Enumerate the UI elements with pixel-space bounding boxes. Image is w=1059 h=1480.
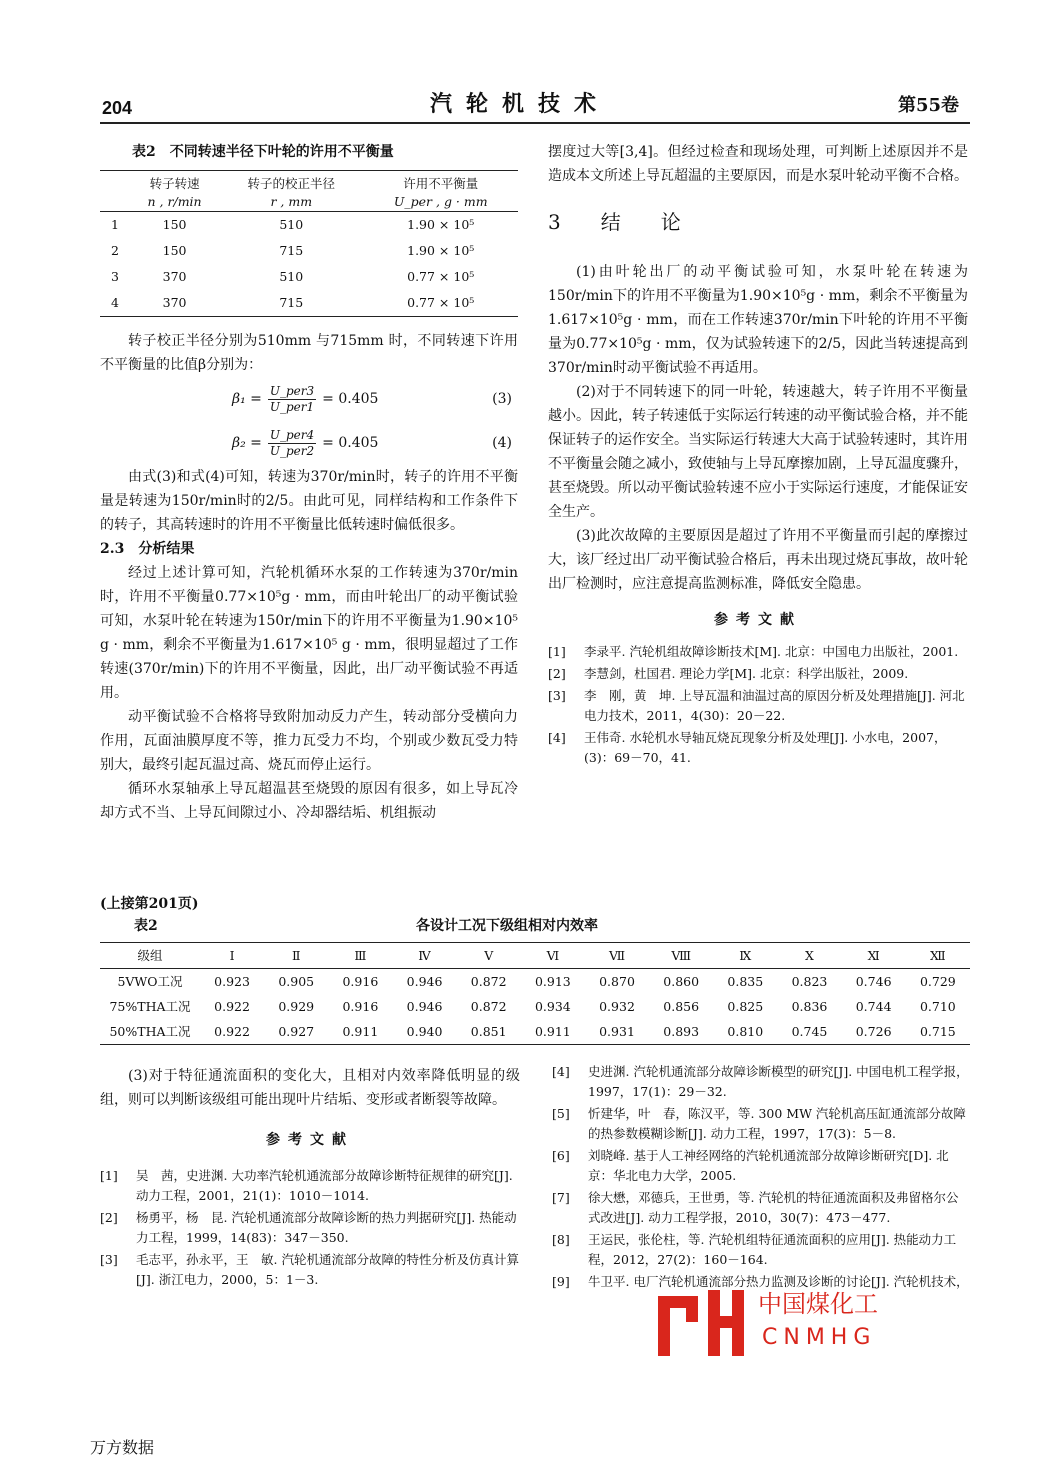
- paragraph: (3)此次故障的主要原因是超过了许用不平衡量而引起的摩擦过大，该厂经过出厂动平衡试验合格后，再未出现过烧瓦事故，故叶轮出厂检测时，应注意提高监测标准，降低安全隐患。: [548, 528, 968, 592]
- references-heading: 参考文献: [714, 612, 802, 628]
- reference-item: [8] 王运民，张伦柱，等. 汽轮机组特征通流面积的应用[J]. 热能动力工程，2012，27(2)：160－164.: [552, 1232, 957, 1267]
- paragraph: (2)对于不同转速下的同一叶轮，转速越大，转子许用不平衡量越小。因此，转子转速低于实际运行转速的动平衡试验合格，并不能保证转子的运作安全。当实际运行转速大大高于试验转速时，其许用不平衡量会随之减小，致使轴与上导瓦摩擦加剧，上导瓦温度骤升，甚至烧毁。所以动平衡试验转速不应小于实际运行速度，才能保证安全生产。: [548, 384, 968, 520]
- table-header-row: 级组 Ⅰ Ⅱ Ⅲ Ⅳ Ⅴ Ⅵ Ⅶ Ⅷ Ⅸ Ⅹ Ⅺ Ⅻ: [100, 943, 970, 969]
- paragraph: 经过上述计算可知，汽轮机循环水泵的工作转速为370r/min时，许用不平衡量0.77×10⁵g · mm，而由叶轮出厂的动平衡试验可知，水泵叶轮在转速为150r/min下的许用不平衡量为1.90×10⁵ g · mm，剩余不平衡量为1.617×10⁵ g · mm，很明显超过了工作转速(370r/min)下的许用不平衡量，因此，出厂动平衡试验不再适用。: [100, 565, 518, 701]
- journal-title: 汽轮机技术: [430, 91, 611, 117]
- paragraph: 循环水泵轴承上导瓦超温甚至烧毁的原因有很多，如上导瓦冷却方式不当、上导瓦间隙过小、冷却器结垢、机组振动: [100, 781, 518, 821]
- table-row: 3 370 510 0.77 × 10⁵: [111, 269, 475, 284]
- reference-item: [9] 牛卫平. 电厂汽轮机通流部分热力监测及诊断的讨论[J]. 汽轮机技术，: [552, 1274, 969, 1289]
- reference-item: [5] 忻建华，叶 春，陈汉平，等. 300 MW 汽轮机高压缸通流部分故障的热参数模糊诊断[J]. 动力工程，1997，17(3)：5－8.: [552, 1106, 966, 1141]
- reference-item: [3] 李 刚，黄 坤. 上导瓦温和油温过高的原因分析及处理措施[J]. 河北电力技术，2011，4(30)：20－22.: [548, 688, 965, 723]
- left-column: [100, 140, 518, 825]
- paragraph: (3)对于特征通流面积的变化大，且相对内效率降低明显的级组，则可以判断该级组可能出现叶片结垢、变形或者断裂等故障。: [100, 1068, 520, 1108]
- logo-cn-text: 中国煤化工: [758, 1290, 878, 1318]
- reference-list: [100, 1166, 520, 1290]
- paragraph: (1)由叶轮出厂的动平衡试验可知，水泵叶轮在转速为150r/min下的许用不平衡量为1.90×10⁵g · mm，剩余不平衡量为1.617×10⁵g · mm，而在工作转速370r/min下叶轮的许用不平衡量为0.77×10⁵g · mm，仅为试验转速下的2/5，因此当转速提高到370r/min时动平衡试验不再适用。: [548, 264, 968, 376]
- page-number: 204: [102, 98, 133, 118]
- table-row: 75%THA工况 0.922 0.929 0.916 0.946 0.872 0.934 0.932 0.856 0.825 0.836 0.744 0.710: [109, 998, 956, 1014]
- col-unbalance-header: 许用不平衡量 U_per , g · mm: [393, 176, 488, 209]
- reference-item: [4] 王伟奇. 水轮机水导轴瓦烧瓦现象分析及处理[J]. 小水电，2007，(3)：69－70，41.: [548, 730, 947, 765]
- reference-list: [548, 642, 968, 768]
- volume-label: 第55卷: [898, 95, 960, 116]
- table-caption: 表2 不同转速半径下叶轮的许用不平衡量: [132, 144, 394, 160]
- paragraph: 由式(3)和式(4)可知，转速为370r/min时，转子的许用不平衡量是转速为150r/min时的2/5。由此可见，同样结构和工作条件下的转子，其高转速时的许用不平衡量比低转速时偏低很多。: [100, 469, 518, 533]
- section-heading: 3 结 论: [548, 210, 691, 234]
- table-title: 各设计工况下级组相对内效率: [416, 918, 598, 934]
- reference-item: [6] 刘晓峰. 基于人工神经网络的汽轮机通流部分故障诊断研究[D]. 北京：华北电力大学，2005.: [552, 1148, 949, 1183]
- efficiency-table: [100, 942, 970, 1045]
- subsection-heading: 2.3 分析结果: [100, 541, 195, 557]
- table-row: 5VWO工况 0.923 0.905 0.916 0.946 0.872 0.913 0.870 0.860 0.835 0.823 0.746 0.729: [117, 973, 956, 989]
- logo-en-text: CNMHG: [762, 1325, 877, 1350]
- watermark-logo: [658, 1290, 878, 1370]
- reference-item: [2] 李慧剑，杜国君. 理论力学[M]. 北京：科学出版社，2009.: [548, 666, 909, 681]
- bottom-right-references: [552, 1062, 970, 1294]
- table-row: 4 370 715 0.77 × 10⁵: [100, 290, 518, 317]
- reference-item: [1] 李录平. 汽轮机组故障诊断技术[M]. 北京：中国电力出版社，2001.: [548, 644, 959, 659]
- paragraph: 摆度过大等[3,4]。但经过检查和现场处理，可判断上述原因并不是造成本文所述上导瓦超温的主要原因，而是水泵叶轮动平衡不合格。: [548, 144, 968, 184]
- table-row: 2 150 715 1.90 × 10⁵: [111, 243, 475, 258]
- references-heading: 参考文献: [266, 1132, 354, 1148]
- equation-4: β₂ = $\frac{\text{U\_per4}}{\text{U\_per2}}$ = 0.405 (4): [232, 427, 512, 458]
- col-speed-header: 转子转速 n , r/min: [147, 176, 202, 209]
- bottom-left-column: [100, 1064, 520, 1292]
- reference-item: [7] 徐大懋，邓德兵，王世勇，等. 汽轮机的特征通流面积及弗留格尔公式改进[J]. 动力工程学报，2010，30(7)：473－477.: [552, 1190, 959, 1225]
- reference-item: [3] 毛志平，孙永平，王 敏. 汽轮机通流部分故障的特性分析及仿真计算[J]. 浙江电力，2000，5：1－3.: [100, 1252, 519, 1287]
- balance-table: [100, 170, 518, 317]
- paragraph: 转子校正半径分别为510mm 与715mm 时，不同转速下许用不平衡量的比值β分别为：: [100, 333, 518, 373]
- reference-item: [4] 史进渊. 汽轮机通流部分故障诊断模型的研究[J]. 中国电机工程学报，1997，17(1)：29－32.: [552, 1064, 969, 1099]
- paragraph: 动平衡试验不合格将导致附加动反力产生，转动部分受横向力作用，瓦面油膜厚度不等，推力瓦受力不均，个别或少数瓦受力特别大，最终引起瓦温过高、烧瓦而停止运行。: [100, 709, 518, 773]
- table-label: 表2: [134, 918, 158, 934]
- col-radius-header: 转子的校正半径 r , mm: [247, 176, 336, 209]
- header-rule: [100, 122, 970, 124]
- continued-note: (上接第201页): [100, 896, 199, 912]
- equation-3: β₁ = $\frac{\text{U\_per3}}{\text{U\_per1}}$ = 0.405 (3): [232, 383, 512, 414]
- footer-source: 万方数据: [90, 1438, 155, 1457]
- right-column: [548, 140, 968, 770]
- table-row: 50%THA工况 0.922 0.927 0.911 0.940 0.851 0.911 0.931 0.893 0.810 0.745 0.726 0.715: [100, 1019, 970, 1045]
- reference-item: [1] 吴 茜，史进渊. 大功率汽轮机通流部分故障诊断特征规律的研究[J]. 动力工程，2001，21(1)：1010－1014.: [100, 1168, 513, 1203]
- reference-item: [2] 杨勇平，杨 昆. 汽轮机通流部分故障诊断的热力判据研究[J]. 热能动力工程，1999，14(83)：347－350.: [100, 1210, 517, 1245]
- table-row: 1 150 510 1.90 × 10⁵: [100, 212, 518, 239]
